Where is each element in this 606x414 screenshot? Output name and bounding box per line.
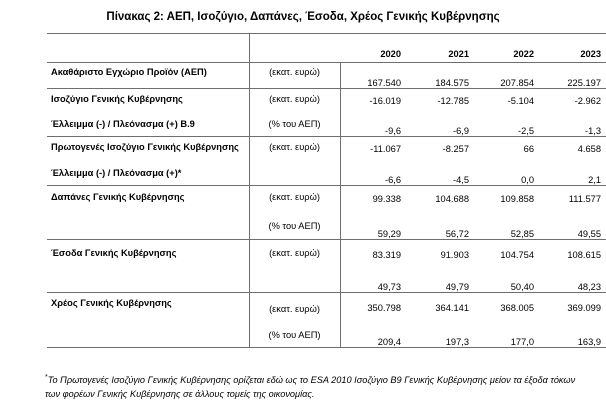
cell-value: -9,6 xyxy=(340,113,406,137)
table-row xyxy=(47,137,606,162)
row-unit: (εκατ. ευρώ) xyxy=(249,293,340,323)
table-title: Πίνακας 2: ΑΕΠ, Ισοζύγιο, Δαπάνες, Έσοδα, Χρέος Γενικής Κυβέρνησης xyxy=(106,11,500,23)
cell-value: -5.104 xyxy=(507,95,534,106)
cell-value: -12.785 xyxy=(437,95,469,106)
table-row xyxy=(47,213,606,240)
cell-value: 83.319 xyxy=(340,240,406,271)
cell-value: 109.858 xyxy=(500,194,534,205)
cell-value: 177,0 xyxy=(474,323,539,348)
cell-value: -1,3 xyxy=(539,113,606,137)
cell-value: 184.575 xyxy=(406,63,474,89)
header-row xyxy=(47,34,606,63)
cell-value: 0,0 xyxy=(474,162,539,186)
cell-value: -6,9 xyxy=(406,113,474,137)
row-unit: (εκατ. ευρώ) xyxy=(249,89,340,113)
cell-value: -2,5 xyxy=(474,113,539,137)
cell-value: 50,40 xyxy=(474,271,539,293)
row-sublabel-empty xyxy=(47,323,249,348)
cell-value: 209,4 xyxy=(340,323,406,348)
cell-value: 49,73 xyxy=(340,271,406,293)
row-unit: (εκατ. ευρώ) xyxy=(249,63,340,89)
row-label: Έσοδα Γενικής Κυβέρνησης xyxy=(51,248,177,258)
footnote-text: Το Πρωτογενές Ισοζύγιο Γενικής Κυβέρνησης ορίζεται εδώ ως το ESA 2010 Ισοζύγιο Β9 Γενικής Κυβέρνησης μείον τα έξοδα τόκων των φορέων Γενικής Κυβέρνησης σε άλλους τομείς της οικονομίας. xyxy=(45,375,576,400)
table-row xyxy=(47,89,606,113)
row-unit: (% του ΑΕΠ) xyxy=(249,323,340,348)
table-row xyxy=(47,240,606,271)
row-label: Χρέος Γενικής Κυβέρνησης xyxy=(51,298,172,308)
row-unit: (εκατ. ευρώ) xyxy=(249,240,340,271)
cell-value: -11.067 xyxy=(340,137,406,162)
cell-value: 49,79 xyxy=(406,271,474,293)
cell-value: 99.338 xyxy=(340,186,406,213)
header-empty-unit xyxy=(249,34,340,63)
row-unit: (% του ΑΕΠ) xyxy=(249,213,340,240)
cell-value: 104.754 xyxy=(500,250,534,261)
footnote-marker: * xyxy=(45,374,48,381)
row-sublabel: Έλλειμμα (-) / Πλεόνασμα (+)* xyxy=(47,162,249,186)
cell-value: 368.005 xyxy=(500,302,534,313)
year-header: 2021 xyxy=(406,34,474,63)
cell-value: 2,1 xyxy=(539,162,606,186)
cell-value: 163,9 xyxy=(539,323,606,348)
table-row xyxy=(47,271,606,293)
table-row xyxy=(47,323,606,348)
cell-value: -6,6 xyxy=(340,162,406,186)
cell-value: 59,29 xyxy=(340,213,406,240)
table-row xyxy=(47,293,606,323)
row-sublabel-empty xyxy=(47,271,249,293)
row-label: Ισοζύγιο Γενικής Κυβέρνησης xyxy=(51,94,183,104)
row-sublabel-empty xyxy=(47,213,249,240)
table-row xyxy=(47,162,606,186)
cell-value: 364.141 xyxy=(435,302,469,313)
cell-value: -8.257 xyxy=(442,144,469,155)
table-row xyxy=(47,63,606,89)
row-label: Δαπάνες Γενικής Κυβέρνησης xyxy=(51,192,185,202)
cell-value: 49,55 xyxy=(539,213,606,240)
footnote xyxy=(45,371,585,401)
cell-value: 56,72 xyxy=(406,213,474,240)
row-label: Πρωτογενές Ισοζύγιο Γενικής Κυβέρνησης xyxy=(51,142,239,152)
cell-value: 91.903 xyxy=(440,250,469,261)
row-label: Ακαθάριστο Εγχώριο Προϊόν (ΑΕΠ) xyxy=(47,63,249,89)
cell-value: 197,3 xyxy=(406,323,474,348)
cell-value: 48,23 xyxy=(539,271,606,293)
fiscal-table xyxy=(47,33,606,348)
year-header: 2022 xyxy=(474,34,539,63)
year-header: 2020 xyxy=(340,34,406,63)
cell-value: -2.962 xyxy=(574,95,601,106)
cell-value: 369.099 xyxy=(567,302,601,313)
row-sublabel: Έλλειμμα (-) / Πλεόνασμα (+) Β.9 xyxy=(47,113,249,137)
cell-value: 111.577 xyxy=(568,194,601,205)
cell-value: 225.197 xyxy=(539,63,606,89)
cell-value: 104.688 xyxy=(435,194,469,205)
cell-value: -4,5 xyxy=(406,162,474,186)
row-unit: (% του ΑΕΠ) xyxy=(249,113,340,137)
row-unit-empty xyxy=(249,162,340,186)
header-empty-label xyxy=(47,34,249,63)
cell-value: 108.615 xyxy=(567,250,601,261)
year-header: 2023 xyxy=(539,34,606,63)
table-row xyxy=(47,186,606,213)
cell-value: -16.019 xyxy=(340,89,406,113)
cell-value: 350.798 xyxy=(340,293,406,323)
cell-value: 167.540 xyxy=(340,63,406,89)
cell-value: 52,85 xyxy=(474,213,539,240)
row-unit-empty xyxy=(249,271,340,293)
row-unit: (εκατ. ευρώ) xyxy=(249,137,340,162)
cell-value: 207.854 xyxy=(474,63,539,89)
table-row xyxy=(47,113,606,137)
row-unit: (εκατ. ευρώ) xyxy=(249,186,340,213)
cell-value: 4.658 xyxy=(577,144,601,155)
cell-value: 66 xyxy=(523,144,534,155)
